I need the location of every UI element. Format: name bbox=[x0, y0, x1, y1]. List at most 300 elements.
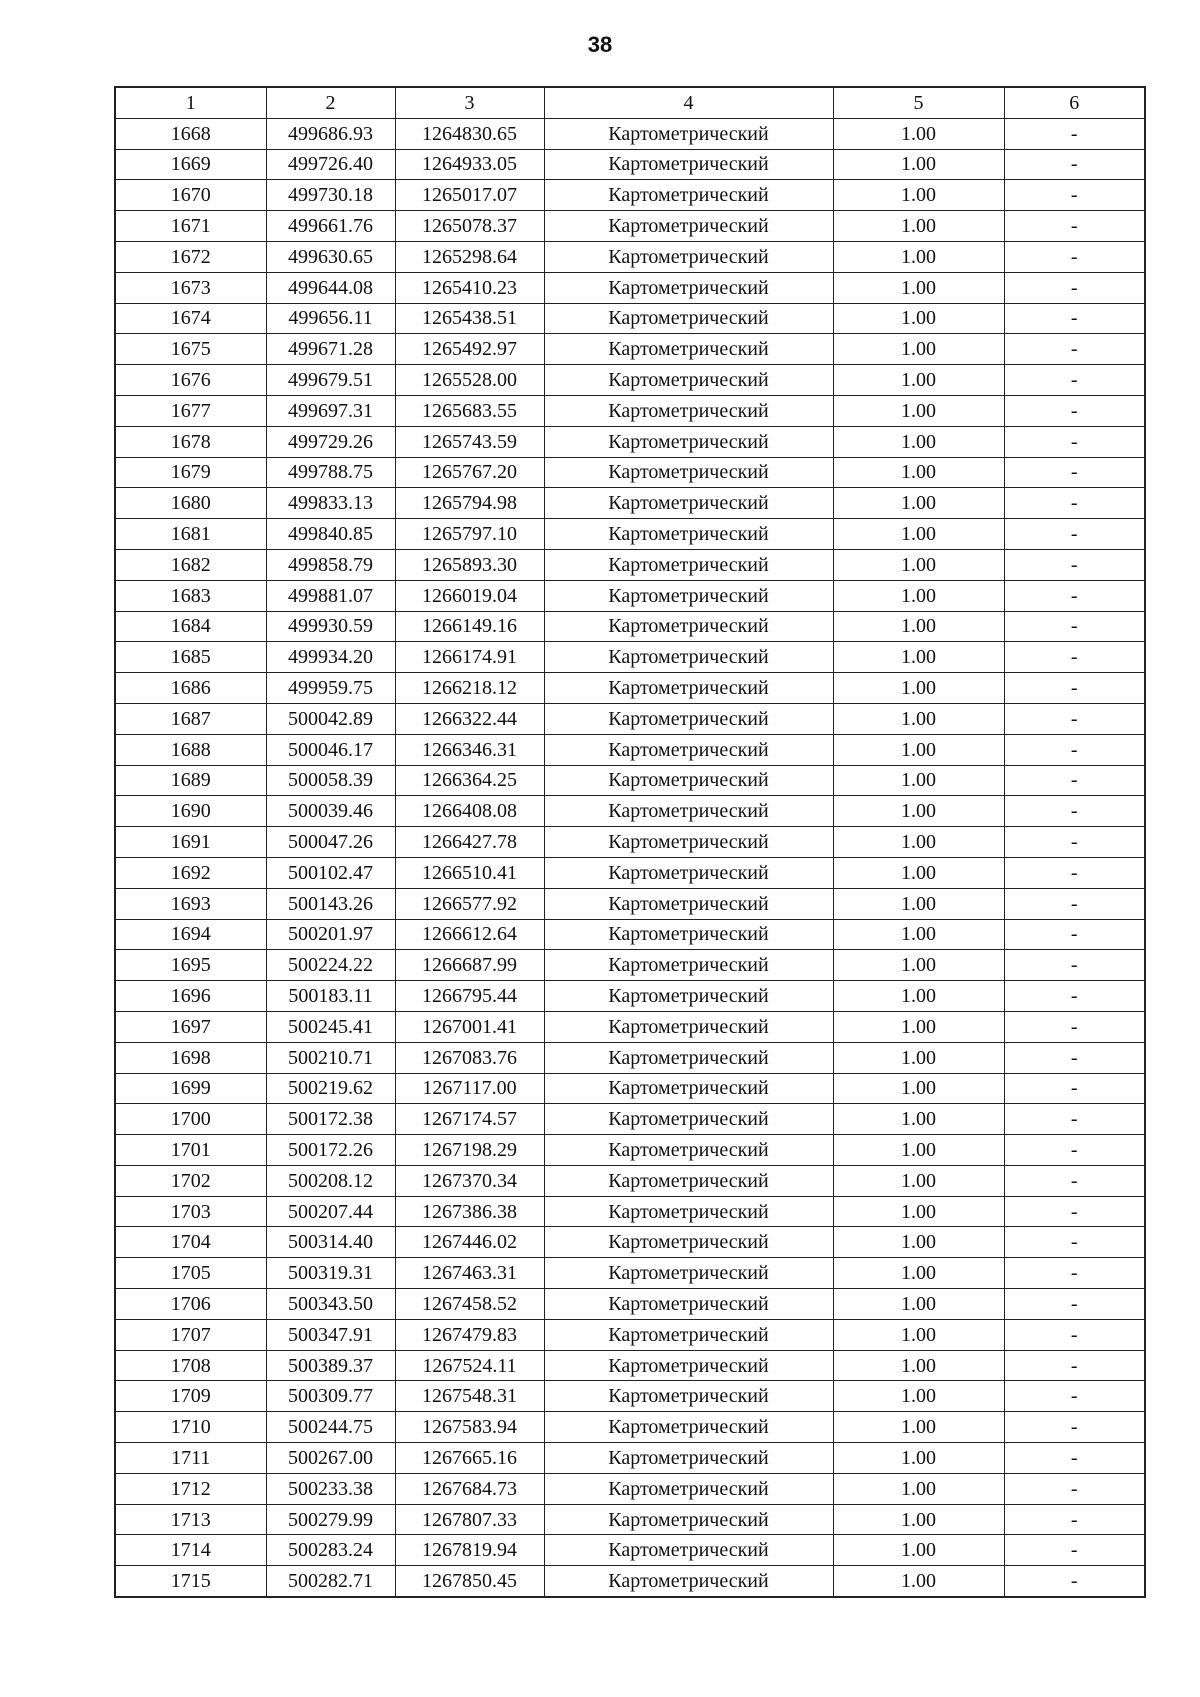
x-coordinate-cell: 500047.26 bbox=[266, 827, 395, 858]
accuracy-cell: 1.00 bbox=[833, 365, 1004, 396]
note-cell: - bbox=[1004, 365, 1145, 396]
note-cell: - bbox=[1004, 180, 1145, 211]
y-coordinate-cell: 1266612.64 bbox=[395, 919, 544, 950]
accuracy-cell: 1.00 bbox=[833, 1412, 1004, 1443]
note-cell: - bbox=[1004, 1381, 1145, 1412]
x-coordinate-cell: 500102.47 bbox=[266, 857, 395, 888]
accuracy-cell: 1.00 bbox=[833, 395, 1004, 426]
y-coordinate-cell: 1265683.55 bbox=[395, 395, 544, 426]
method-cell: Картометрический bbox=[544, 1135, 833, 1166]
table-row bbox=[115, 1381, 1145, 1412]
note-cell: - bbox=[1004, 857, 1145, 888]
x-coordinate-cell: 500267.00 bbox=[266, 1443, 395, 1474]
note-cell: - bbox=[1004, 1535, 1145, 1566]
note-cell: - bbox=[1004, 1412, 1145, 1443]
note-cell: - bbox=[1004, 1319, 1145, 1350]
table-row bbox=[115, 734, 1145, 765]
x-coordinate-cell: 499730.18 bbox=[266, 180, 395, 211]
table-row bbox=[115, 1473, 1145, 1504]
method-cell: Картометрический bbox=[544, 1535, 833, 1566]
accuracy-cell: 1.00 bbox=[833, 703, 1004, 734]
table-row bbox=[115, 272, 1145, 303]
point-number-cell: 1704 bbox=[115, 1227, 266, 1258]
table-row bbox=[115, 1412, 1145, 1443]
y-coordinate-cell: 1266510.41 bbox=[395, 857, 544, 888]
column-header: 2 bbox=[266, 87, 395, 118]
y-coordinate-cell: 1267083.76 bbox=[395, 1042, 544, 1073]
y-coordinate-cell: 1266795.44 bbox=[395, 981, 544, 1012]
method-cell: Картометрический bbox=[544, 519, 833, 550]
point-number-cell: 1668 bbox=[115, 118, 266, 149]
method-cell: Картометрический bbox=[544, 180, 833, 211]
x-coordinate-cell: 500279.99 bbox=[266, 1504, 395, 1535]
table-row bbox=[115, 1504, 1145, 1535]
table-row bbox=[115, 395, 1145, 426]
point-number-cell: 1687 bbox=[115, 703, 266, 734]
method-cell: Картометрический bbox=[544, 1412, 833, 1443]
table-row bbox=[115, 919, 1145, 950]
table-body bbox=[115, 118, 1145, 1597]
method-cell: Картометрический bbox=[544, 580, 833, 611]
method-cell: Картометрический bbox=[544, 149, 833, 180]
y-coordinate-cell: 1266149.16 bbox=[395, 611, 544, 642]
table-row bbox=[115, 827, 1145, 858]
table-row bbox=[115, 211, 1145, 242]
accuracy-cell: 1.00 bbox=[833, 1566, 1004, 1597]
method-cell: Картометрический bbox=[544, 1042, 833, 1073]
method-cell: Картометрический bbox=[544, 1443, 833, 1474]
x-coordinate-cell: 500042.89 bbox=[266, 703, 395, 734]
point-number-cell: 1694 bbox=[115, 919, 266, 950]
method-cell: Картометрический bbox=[544, 1350, 833, 1381]
note-cell: - bbox=[1004, 334, 1145, 365]
note-cell: - bbox=[1004, 1473, 1145, 1504]
x-coordinate-cell: 500319.31 bbox=[266, 1258, 395, 1289]
x-coordinate-cell: 499881.07 bbox=[266, 580, 395, 611]
x-coordinate-cell: 500343.50 bbox=[266, 1289, 395, 1320]
point-number-cell: 1671 bbox=[115, 211, 266, 242]
accuracy-cell: 1.00 bbox=[833, 919, 1004, 950]
accuracy-cell: 1.00 bbox=[833, 827, 1004, 858]
y-coordinate-cell: 1266364.25 bbox=[395, 765, 544, 796]
table-row bbox=[115, 426, 1145, 457]
accuracy-cell: 1.00 bbox=[833, 580, 1004, 611]
method-cell: Картометрический bbox=[544, 334, 833, 365]
note-cell: - bbox=[1004, 1504, 1145, 1535]
table-row bbox=[115, 703, 1145, 734]
x-coordinate-cell: 499858.79 bbox=[266, 549, 395, 580]
note-cell: - bbox=[1004, 703, 1145, 734]
y-coordinate-cell: 1265438.51 bbox=[395, 303, 544, 334]
point-number-cell: 1702 bbox=[115, 1165, 266, 1196]
note-cell: - bbox=[1004, 211, 1145, 242]
x-coordinate-cell: 500183.11 bbox=[266, 981, 395, 1012]
y-coordinate-cell: 1265794.98 bbox=[395, 488, 544, 519]
y-coordinate-cell: 1267479.83 bbox=[395, 1319, 544, 1350]
y-coordinate-cell: 1267524.11 bbox=[395, 1350, 544, 1381]
accuracy-cell: 1.00 bbox=[833, 1443, 1004, 1474]
table-row bbox=[115, 1135, 1145, 1166]
point-number-cell: 1699 bbox=[115, 1073, 266, 1104]
accuracy-cell: 1.00 bbox=[833, 1350, 1004, 1381]
table-row bbox=[115, 1350, 1145, 1381]
x-coordinate-cell: 500058.39 bbox=[266, 765, 395, 796]
x-coordinate-cell: 499729.26 bbox=[266, 426, 395, 457]
y-coordinate-cell: 1267458.52 bbox=[395, 1289, 544, 1320]
y-coordinate-cell: 1267386.38 bbox=[395, 1196, 544, 1227]
note-cell: - bbox=[1004, 1135, 1145, 1166]
point-number-cell: 1688 bbox=[115, 734, 266, 765]
accuracy-cell: 1.00 bbox=[833, 426, 1004, 457]
table-row bbox=[115, 549, 1145, 580]
table-row bbox=[115, 457, 1145, 488]
y-coordinate-cell: 1267117.00 bbox=[395, 1073, 544, 1104]
note-cell: - bbox=[1004, 919, 1145, 950]
point-number-cell: 1708 bbox=[115, 1350, 266, 1381]
x-coordinate-cell: 499959.75 bbox=[266, 673, 395, 704]
method-cell: Картометрический bbox=[544, 395, 833, 426]
column-header: 1 bbox=[115, 87, 266, 118]
y-coordinate-cell: 1266019.04 bbox=[395, 580, 544, 611]
accuracy-cell: 1.00 bbox=[833, 888, 1004, 919]
point-number-cell: 1710 bbox=[115, 1412, 266, 1443]
table-row bbox=[115, 1165, 1145, 1196]
x-coordinate-cell: 500283.24 bbox=[266, 1535, 395, 1566]
note-cell: - bbox=[1004, 149, 1145, 180]
point-number-cell: 1673 bbox=[115, 272, 266, 303]
note-cell: - bbox=[1004, 1073, 1145, 1104]
point-number-cell: 1690 bbox=[115, 796, 266, 827]
table-row bbox=[115, 1227, 1145, 1258]
method-cell: Картометрический bbox=[544, 549, 833, 580]
table-row bbox=[115, 488, 1145, 519]
y-coordinate-cell: 1265767.20 bbox=[395, 457, 544, 488]
y-coordinate-cell: 1266322.44 bbox=[395, 703, 544, 734]
point-number-cell: 1689 bbox=[115, 765, 266, 796]
method-cell: Картометрический bbox=[544, 919, 833, 950]
method-cell: Картометрический bbox=[544, 642, 833, 673]
table-row bbox=[115, 334, 1145, 365]
method-cell: Картометрический bbox=[544, 1566, 833, 1597]
accuracy-cell: 1.00 bbox=[833, 1289, 1004, 1320]
table-row bbox=[115, 118, 1145, 149]
note-cell: - bbox=[1004, 580, 1145, 611]
point-number-cell: 1679 bbox=[115, 457, 266, 488]
point-number-cell: 1675 bbox=[115, 334, 266, 365]
table-row bbox=[115, 365, 1145, 396]
point-number-cell: 1681 bbox=[115, 519, 266, 550]
point-number-cell: 1677 bbox=[115, 395, 266, 426]
method-cell: Картометрический bbox=[544, 673, 833, 704]
x-coordinate-cell: 500201.97 bbox=[266, 919, 395, 950]
method-cell: Картометрический bbox=[544, 1473, 833, 1504]
table-row bbox=[115, 1566, 1145, 1597]
x-coordinate-cell: 500309.77 bbox=[266, 1381, 395, 1412]
y-coordinate-cell: 1267548.31 bbox=[395, 1381, 544, 1412]
table-row bbox=[115, 303, 1145, 334]
note-cell: - bbox=[1004, 796, 1145, 827]
note-cell: - bbox=[1004, 395, 1145, 426]
table-row bbox=[115, 1011, 1145, 1042]
point-number-cell: 1709 bbox=[115, 1381, 266, 1412]
y-coordinate-cell: 1267463.31 bbox=[395, 1258, 544, 1289]
method-cell: Картометрический bbox=[544, 1165, 833, 1196]
table-row bbox=[115, 1535, 1145, 1566]
point-number-cell: 1686 bbox=[115, 673, 266, 704]
note-cell: - bbox=[1004, 1165, 1145, 1196]
accuracy-cell: 1.00 bbox=[833, 1196, 1004, 1227]
y-coordinate-cell: 1266408.08 bbox=[395, 796, 544, 827]
x-coordinate-cell: 500347.91 bbox=[266, 1319, 395, 1350]
note-cell: - bbox=[1004, 1443, 1145, 1474]
accuracy-cell: 1.00 bbox=[833, 1135, 1004, 1166]
y-coordinate-cell: 1265078.37 bbox=[395, 211, 544, 242]
accuracy-cell: 1.00 bbox=[833, 272, 1004, 303]
method-cell: Картометрический bbox=[544, 241, 833, 272]
accuracy-cell: 1.00 bbox=[833, 1011, 1004, 1042]
point-number-cell: 1695 bbox=[115, 950, 266, 981]
y-coordinate-cell: 1265743.59 bbox=[395, 426, 544, 457]
x-coordinate-cell: 499697.31 bbox=[266, 395, 395, 426]
note-cell: - bbox=[1004, 1011, 1145, 1042]
note-cell: - bbox=[1004, 1350, 1145, 1381]
method-cell: Картометрический bbox=[544, 488, 833, 519]
y-coordinate-cell: 1267583.94 bbox=[395, 1412, 544, 1443]
x-coordinate-cell: 499930.59 bbox=[266, 611, 395, 642]
note-cell: - bbox=[1004, 950, 1145, 981]
accuracy-cell: 1.00 bbox=[833, 241, 1004, 272]
point-number-cell: 1693 bbox=[115, 888, 266, 919]
accuracy-cell: 1.00 bbox=[833, 765, 1004, 796]
x-coordinate-cell: 499661.76 bbox=[266, 211, 395, 242]
table-row bbox=[115, 611, 1145, 642]
y-coordinate-cell: 1267807.33 bbox=[395, 1504, 544, 1535]
method-cell: Картометрический bbox=[544, 888, 833, 919]
table-row bbox=[115, 519, 1145, 550]
x-coordinate-cell: 500172.26 bbox=[266, 1135, 395, 1166]
point-number-cell: 1701 bbox=[115, 1135, 266, 1166]
method-cell: Картометрический bbox=[544, 211, 833, 242]
point-number-cell: 1700 bbox=[115, 1104, 266, 1135]
table-row bbox=[115, 1289, 1145, 1320]
table-row bbox=[115, 149, 1145, 180]
y-coordinate-cell: 1267684.73 bbox=[395, 1473, 544, 1504]
note-cell: - bbox=[1004, 272, 1145, 303]
y-coordinate-cell: 1264830.65 bbox=[395, 118, 544, 149]
method-cell: Картометрический bbox=[544, 365, 833, 396]
y-coordinate-cell: 1265893.30 bbox=[395, 549, 544, 580]
accuracy-cell: 1.00 bbox=[833, 642, 1004, 673]
note-cell: - bbox=[1004, 673, 1145, 704]
method-cell: Картометрический bbox=[544, 1289, 833, 1320]
accuracy-cell: 1.00 bbox=[833, 1104, 1004, 1135]
method-cell: Картометрический bbox=[544, 272, 833, 303]
accuracy-cell: 1.00 bbox=[833, 519, 1004, 550]
note-cell: - bbox=[1004, 1227, 1145, 1258]
y-coordinate-cell: 1265528.00 bbox=[395, 365, 544, 396]
x-coordinate-cell: 500233.38 bbox=[266, 1473, 395, 1504]
table-row bbox=[115, 1042, 1145, 1073]
note-cell: - bbox=[1004, 303, 1145, 334]
point-number-cell: 1705 bbox=[115, 1258, 266, 1289]
note-cell: - bbox=[1004, 1258, 1145, 1289]
y-coordinate-cell: 1267370.34 bbox=[395, 1165, 544, 1196]
note-cell: - bbox=[1004, 611, 1145, 642]
y-coordinate-cell: 1267001.41 bbox=[395, 1011, 544, 1042]
y-coordinate-cell: 1267665.16 bbox=[395, 1443, 544, 1474]
note-cell: - bbox=[1004, 118, 1145, 149]
point-number-cell: 1670 bbox=[115, 180, 266, 211]
x-coordinate-cell: 499840.85 bbox=[266, 519, 395, 550]
x-coordinate-cell: 500210.71 bbox=[266, 1042, 395, 1073]
x-coordinate-cell: 499833.13 bbox=[266, 488, 395, 519]
accuracy-cell: 1.00 bbox=[833, 1473, 1004, 1504]
table-row bbox=[115, 673, 1145, 704]
method-cell: Картометрический bbox=[544, 734, 833, 765]
point-number-cell: 1676 bbox=[115, 365, 266, 396]
accuracy-cell: 1.00 bbox=[833, 1504, 1004, 1535]
point-number-cell: 1712 bbox=[115, 1473, 266, 1504]
point-number-cell: 1680 bbox=[115, 488, 266, 519]
method-cell: Картометрический bbox=[544, 950, 833, 981]
method-cell: Картометрический bbox=[544, 1227, 833, 1258]
accuracy-cell: 1.00 bbox=[833, 796, 1004, 827]
point-number-cell: 1714 bbox=[115, 1535, 266, 1566]
y-coordinate-cell: 1265298.64 bbox=[395, 241, 544, 272]
method-cell: Картометрический bbox=[544, 1073, 833, 1104]
method-cell: Картометрический bbox=[544, 796, 833, 827]
y-coordinate-cell: 1266687.99 bbox=[395, 950, 544, 981]
table-row bbox=[115, 1196, 1145, 1227]
point-number-cell: 1691 bbox=[115, 827, 266, 858]
y-coordinate-cell: 1266427.78 bbox=[395, 827, 544, 858]
note-cell: - bbox=[1004, 519, 1145, 550]
column-header: 5 bbox=[833, 87, 1004, 118]
x-coordinate-cell: 499671.28 bbox=[266, 334, 395, 365]
point-number-cell: 1684 bbox=[115, 611, 266, 642]
accuracy-cell: 1.00 bbox=[833, 950, 1004, 981]
note-cell: - bbox=[1004, 765, 1145, 796]
accuracy-cell: 1.00 bbox=[833, 1535, 1004, 1566]
note-cell: - bbox=[1004, 1042, 1145, 1073]
method-cell: Картометрический bbox=[544, 857, 833, 888]
column-header: 3 bbox=[395, 87, 544, 118]
y-coordinate-cell: 1267446.02 bbox=[395, 1227, 544, 1258]
point-number-cell: 1703 bbox=[115, 1196, 266, 1227]
accuracy-cell: 1.00 bbox=[833, 149, 1004, 180]
table-row bbox=[115, 180, 1145, 211]
point-number-cell: 1682 bbox=[115, 549, 266, 580]
note-cell: - bbox=[1004, 888, 1145, 919]
accuracy-cell: 1.00 bbox=[833, 1381, 1004, 1412]
table-row bbox=[115, 241, 1145, 272]
point-number-cell: 1672 bbox=[115, 241, 266, 272]
point-number-cell: 1707 bbox=[115, 1319, 266, 1350]
x-coordinate-cell: 500282.71 bbox=[266, 1566, 395, 1597]
x-coordinate-cell: 500172.38 bbox=[266, 1104, 395, 1135]
method-cell: Картометрический bbox=[544, 611, 833, 642]
y-coordinate-cell: 1267819.94 bbox=[395, 1535, 544, 1566]
note-cell: - bbox=[1004, 549, 1145, 580]
note-cell: - bbox=[1004, 488, 1145, 519]
table-row bbox=[115, 765, 1145, 796]
method-cell: Картометрический bbox=[544, 981, 833, 1012]
x-coordinate-cell: 499934.20 bbox=[266, 642, 395, 673]
table-row bbox=[115, 981, 1145, 1012]
table-row bbox=[115, 642, 1145, 673]
method-cell: Картометрический bbox=[544, 1104, 833, 1135]
accuracy-cell: 1.00 bbox=[833, 334, 1004, 365]
accuracy-cell: 1.00 bbox=[833, 488, 1004, 519]
point-number-cell: 1674 bbox=[115, 303, 266, 334]
point-number-cell: 1685 bbox=[115, 642, 266, 673]
x-coordinate-cell: 500046.17 bbox=[266, 734, 395, 765]
note-cell: - bbox=[1004, 734, 1145, 765]
x-coordinate-cell: 499679.51 bbox=[266, 365, 395, 396]
accuracy-cell: 1.00 bbox=[833, 673, 1004, 704]
method-cell: Картометрический bbox=[544, 426, 833, 457]
note-cell: - bbox=[1004, 457, 1145, 488]
accuracy-cell: 1.00 bbox=[833, 457, 1004, 488]
x-coordinate-cell: 500244.75 bbox=[266, 1412, 395, 1443]
accuracy-cell: 1.00 bbox=[833, 1042, 1004, 1073]
method-cell: Картометрический bbox=[544, 1258, 833, 1289]
point-number-cell: 1713 bbox=[115, 1504, 266, 1535]
y-coordinate-cell: 1266577.92 bbox=[395, 888, 544, 919]
point-number-cell: 1715 bbox=[115, 1566, 266, 1597]
method-cell: Картометрический bbox=[544, 827, 833, 858]
method-cell: Картометрический bbox=[544, 1381, 833, 1412]
accuracy-cell: 1.00 bbox=[833, 211, 1004, 242]
table-row bbox=[115, 1104, 1145, 1135]
coordinates-table bbox=[114, 86, 1146, 1598]
accuracy-cell: 1.00 bbox=[833, 1319, 1004, 1350]
y-coordinate-cell: 1267174.57 bbox=[395, 1104, 544, 1135]
accuracy-cell: 1.00 bbox=[833, 180, 1004, 211]
accuracy-cell: 1.00 bbox=[833, 1165, 1004, 1196]
table-row bbox=[115, 1258, 1145, 1289]
table-row bbox=[115, 1319, 1145, 1350]
accuracy-cell: 1.00 bbox=[833, 857, 1004, 888]
x-coordinate-cell: 499630.65 bbox=[266, 241, 395, 272]
y-coordinate-cell: 1266218.12 bbox=[395, 673, 544, 704]
y-coordinate-cell: 1265492.97 bbox=[395, 334, 544, 365]
note-cell: - bbox=[1004, 241, 1145, 272]
note-cell: - bbox=[1004, 426, 1145, 457]
note-cell: - bbox=[1004, 1289, 1145, 1320]
y-coordinate-cell: 1264933.05 bbox=[395, 149, 544, 180]
x-coordinate-cell: 499726.40 bbox=[266, 149, 395, 180]
x-coordinate-cell: 499644.08 bbox=[266, 272, 395, 303]
point-number-cell: 1696 bbox=[115, 981, 266, 1012]
x-coordinate-cell: 499656.11 bbox=[266, 303, 395, 334]
accuracy-cell: 1.00 bbox=[833, 981, 1004, 1012]
accuracy-cell: 1.00 bbox=[833, 303, 1004, 334]
point-number-cell: 1706 bbox=[115, 1289, 266, 1320]
x-coordinate-cell: 500039.46 bbox=[266, 796, 395, 827]
method-cell: Картометрический bbox=[544, 1196, 833, 1227]
x-coordinate-cell: 500219.62 bbox=[266, 1073, 395, 1104]
method-cell: Картометрический bbox=[544, 303, 833, 334]
table-row bbox=[115, 1073, 1145, 1104]
x-coordinate-cell: 500245.41 bbox=[266, 1011, 395, 1042]
point-number-cell: 1698 bbox=[115, 1042, 266, 1073]
table-row bbox=[115, 1443, 1145, 1474]
point-number-cell: 1678 bbox=[115, 426, 266, 457]
point-number-cell: 1697 bbox=[115, 1011, 266, 1042]
accuracy-cell: 1.00 bbox=[833, 1073, 1004, 1104]
note-cell: - bbox=[1004, 1196, 1145, 1227]
